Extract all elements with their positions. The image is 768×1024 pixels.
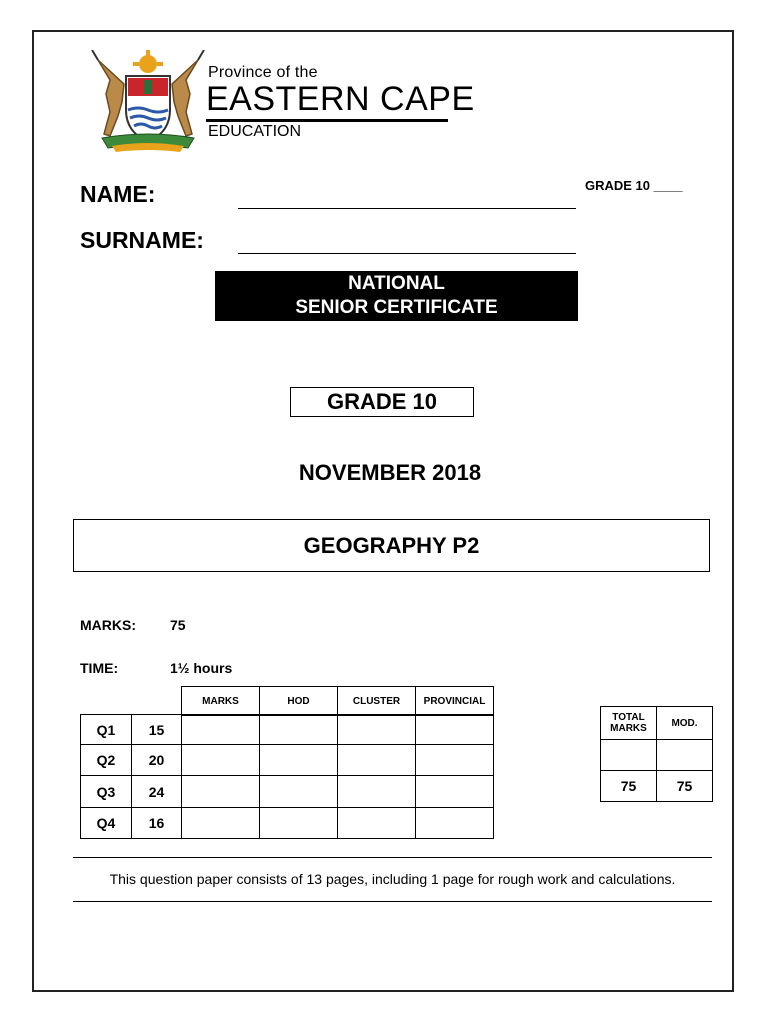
- footer-divider-bottom: [73, 901, 712, 902]
- provincial-cell[interactable]: [416, 808, 494, 839]
- question-marks: 16: [132, 808, 182, 839]
- time-label: TIME:: [80, 660, 119, 676]
- marks-table-header: [181, 686, 494, 716]
- marks-cell[interactable]: [182, 745, 260, 776]
- column-header: MARKS: [182, 687, 260, 716]
- question-marks: 24: [132, 776, 182, 808]
- banner-line1: NATIONAL: [348, 273, 445, 294]
- coat-of-arms-icon: [88, 50, 208, 154]
- question-number: Q3: [81, 776, 132, 808]
- column-header: HOD: [260, 687, 338, 716]
- page-border: [32, 30, 734, 992]
- logo-region-text: EASTERN CAPE: [206, 80, 475, 118]
- surname-label: SURNAME:: [80, 227, 204, 253]
- subject-title: GEOGRAPHY P2: [73, 519, 710, 572]
- total-blank-cell[interactable]: [601, 740, 657, 771]
- name-field[interactable]: [238, 208, 576, 209]
- hod-cell[interactable]: [260, 745, 338, 776]
- mod-blank-cell[interactable]: [657, 740, 713, 771]
- footer-divider-top: [73, 857, 712, 858]
- hod-cell[interactable]: [260, 715, 338, 745]
- hod-cell[interactable]: [260, 808, 338, 839]
- marks-cell[interactable]: [182, 808, 260, 839]
- totals-table: [600, 706, 713, 802]
- grade-blank-label: GRADE 10 ____: [585, 178, 683, 193]
- provincial-cell[interactable]: [416, 715, 494, 745]
- banner-line2: SENIOR CERTIFICATE: [295, 297, 498, 318]
- certificate-banner: [215, 271, 578, 321]
- cluster-cell[interactable]: [338, 808, 416, 839]
- column-header: PROVINCIAL: [416, 687, 494, 716]
- logo-divider: [206, 119, 448, 122]
- provincial-cell[interactable]: [416, 745, 494, 776]
- grade-title: GRADE 10: [290, 387, 474, 417]
- marks-value: 75: [170, 617, 186, 633]
- total-marks-value: 75: [601, 771, 657, 802]
- footer-note: This question paper consists of 13 pages, including 1 page for rough work and calculations.: [109, 871, 676, 887]
- question-number: Q1: [81, 715, 132, 745]
- cluster-cell[interactable]: [338, 776, 416, 808]
- marks-table: [80, 714, 494, 839]
- question-marks: 15: [132, 715, 182, 745]
- table-row: [81, 808, 494, 839]
- marks-cell[interactable]: [182, 776, 260, 808]
- marks-label: MARKS:: [80, 617, 136, 633]
- time-value: 1½ hours: [170, 660, 233, 676]
- question-marks: 20: [132, 745, 182, 776]
- hod-cell[interactable]: [260, 776, 338, 808]
- column-header: CLUSTER: [338, 687, 416, 716]
- name-label: NAME:: [80, 181, 156, 207]
- logo-department-text: EDUCATION: [208, 123, 302, 140]
- surname-field[interactable]: [238, 253, 576, 254]
- mod-header: MOD.: [657, 707, 713, 740]
- cluster-cell[interactable]: [338, 715, 416, 745]
- exam-date: NOVEMBER 2018: [298, 460, 482, 485]
- question-number: Q4: [81, 808, 132, 839]
- logo-province-text: Province of the: [208, 64, 318, 81]
- mod-value: 75: [657, 771, 713, 802]
- question-number: Q2: [81, 745, 132, 776]
- total-marks-header: TOTAL MARKS: [601, 707, 657, 740]
- table-row: [81, 715, 494, 745]
- table-row: [81, 745, 494, 776]
- marks-cell[interactable]: [182, 715, 260, 745]
- provincial-cell[interactable]: [416, 776, 494, 808]
- table-row: [81, 776, 494, 808]
- cluster-cell[interactable]: [338, 745, 416, 776]
